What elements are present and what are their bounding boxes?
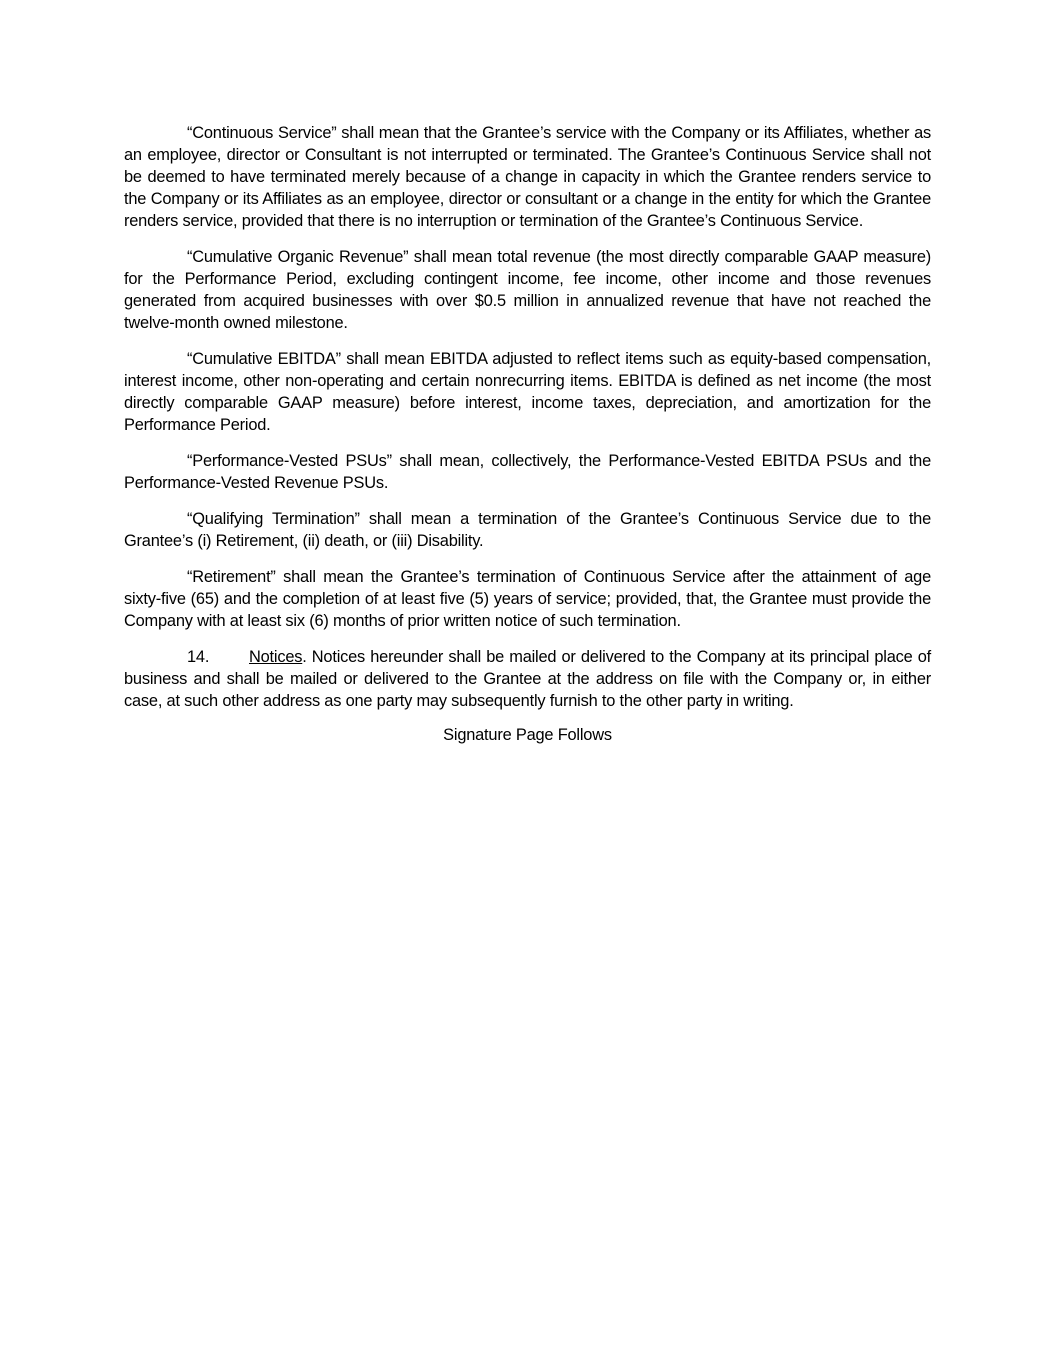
definition-cumulative-ebitda <box>124 348 931 436</box>
definition-text: shall mean a termination of the Grantee’s Continuous Service due to the Grantee’s (i) Retirement, (ii) death, or (iii) Disability. <box>124 510 932 550</box>
definition-text: shall mean total revenue (the most directly comparable GAAP measure) for the Performance Period, excluding contingent income, fee income, other income and those revenues generated from acquired businesses with over $0.5 million in annualized revenue that have not reached the twelve-month owned milestone. <box>124 248 931 332</box>
definition-text: shall mean, collectively, the Performance-Vested EBITDA PSUs and the Performance-Vested Revenue PSUs. <box>124 452 932 492</box>
definition-qualifying-termination <box>124 508 931 552</box>
definition-retirement <box>124 566 931 632</box>
section-text: . Notices hereunder shall be mailed or delivered to the Company at its principal place of business and shall be mailed or delivered to the Grantee at the address on file with the Company or, in either case, at such other address as one party may subsequently furnish to the other party in writing. <box>124 648 931 710</box>
term-cumulative-organic-revenue: “Cumulative Organic Revenue” <box>187 248 409 266</box>
term-performance-vested-psus: “Performance-Vested PSUs” <box>187 452 392 470</box>
term-qualifying-termination: “Qualifying Termination” <box>187 510 360 528</box>
definition-text: shall mean EBITDA adjusted to reflect items such as equity-based compensation, interest income, other non-operating and certain nonrecurring items. EBITDA is defined as net income (the most directly comparable GAAP measure) before interest, income taxes, depreciation, and amortization for the Performance Period. <box>124 350 931 434</box>
term-retirement: “Retirement” <box>187 568 276 586</box>
term-continuous-service: “Continuous Service” <box>187 124 337 142</box>
definition-cumulative-organic-revenue <box>124 246 931 334</box>
definition-text: shall mean the Grantee’s termination of Continuous Service after the attainment of age sixty-five (65) and the completion of at least five (5) years of service; provided, that, the Grantee must provide the Company with at least six (6) months of prior written notice of such termination. <box>124 568 931 630</box>
term-cumulative-ebitda: “Cumulative EBITDA” <box>187 350 341 368</box>
definition-performance-vested-psus <box>124 450 931 494</box>
definition-text: shall mean that the Grantee’s service with the Company or its Affiliates, whether as an employee, director or Consultant is not interrupted or terminated. The Grantee’s Continuous Service shall not be deemed to have terminated merely because of a change in capacity in which the Grantee renders service to the Company or its Affiliates as an employee, director or consultant or a change in the entity for which the Grantee renders service, provided that there is no interruption or termination of the Grantee’s Continuous Service. <box>124 124 931 230</box>
document-page <box>124 122 931 746</box>
section-number: 14. <box>187 648 210 666</box>
signature-page-follows-note: Signature Page Follows <box>443 726 612 744</box>
definition-continuous-service <box>124 122 931 232</box>
section-notices <box>124 646 931 712</box>
section-heading-notices: Notices <box>249 648 303 666</box>
